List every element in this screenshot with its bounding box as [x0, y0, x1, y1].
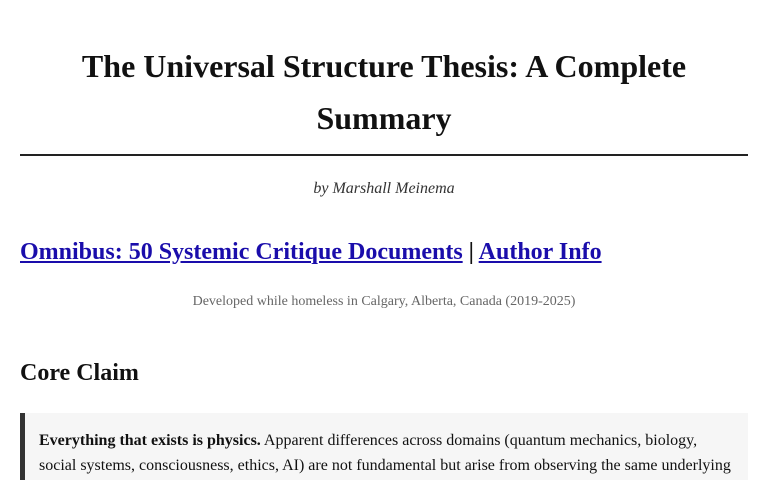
document-nav	[20, 235, 602, 269]
development-note: Developed while homeless in Calgary, Alberta, Canada (2019-2025)	[192, 294, 576, 309]
section-heading-core-claim: Core Claim	[20, 360, 139, 386]
omnibus-link[interactable]: Omnibus: 50 Systemic Critique Documents	[20, 239, 463, 265]
core-claim-body: Apparent differences across domains (quantum mechanics, biology, social systems, consciousness, ethics, AI) are not fundamental but arise from observing the same underlying	[39, 432, 731, 474]
author-info-link[interactable]: Author Info	[478, 239, 602, 265]
core-claim-callout	[20, 413, 748, 480]
author-byline: by Marshall Meinema	[313, 180, 455, 197]
document-page	[20, 0, 748, 480]
nav-separator: |	[468, 239, 474, 265]
page-title: The Universal Structure Thesis: A Complete Summary	[81, 48, 687, 136]
title-divider	[20, 154, 748, 156]
core-claim-lead: Everything that exists is physics.	[39, 432, 261, 449]
